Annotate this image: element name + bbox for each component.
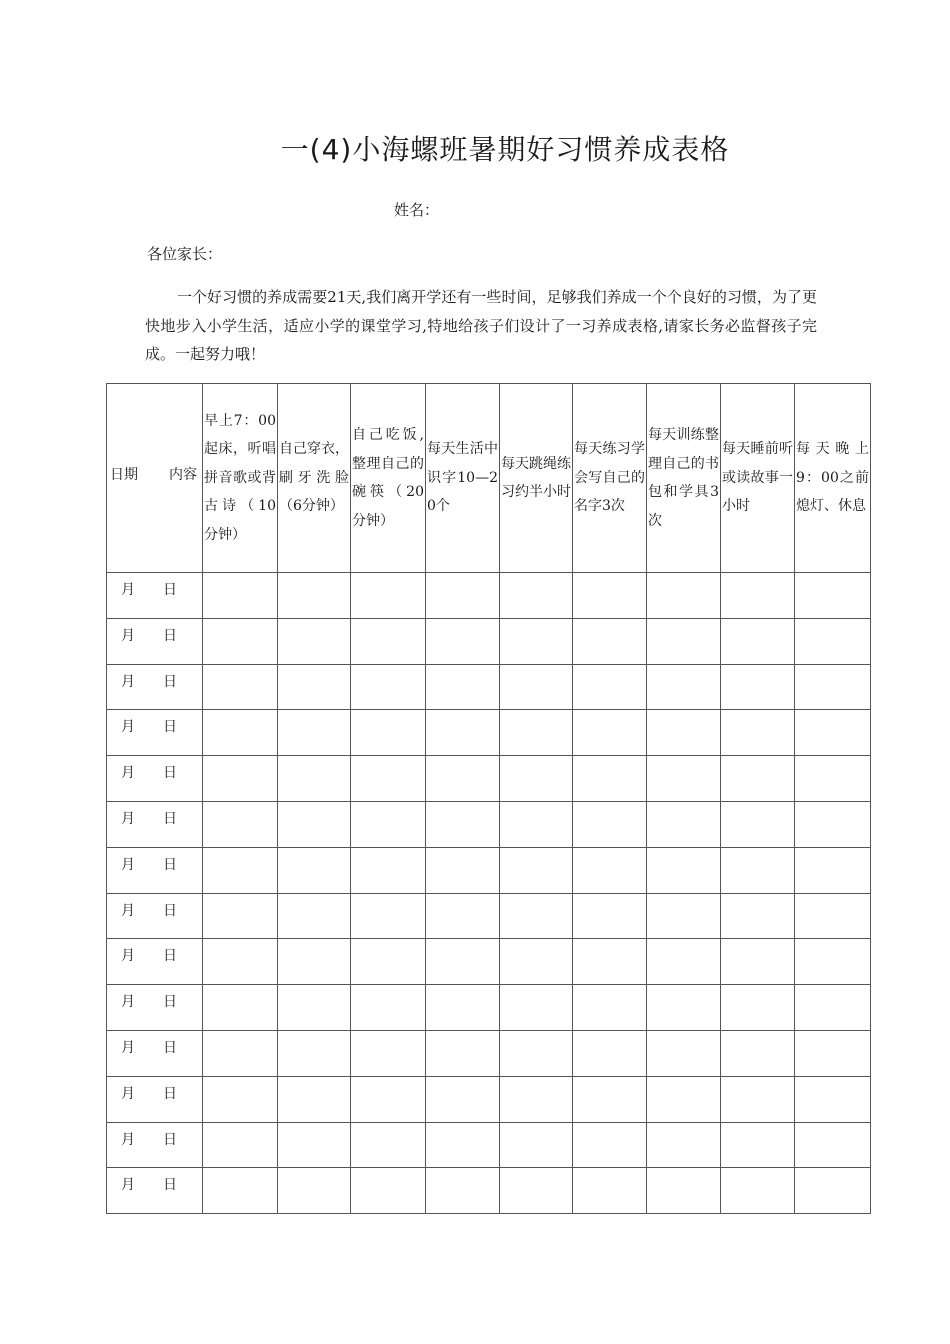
intro-paragraph: 一个好习惯的养成需要21天,我们离开学还有一些时间，足够我们养成一个个良好的习惯，为了更快地步入小学生活，适应小学的课堂学习,特地给孩子们设计了一习养成表格,请家长务必监督孩子完成。一起努力哦！ bbox=[145, 288, 817, 363]
habit-check-cell bbox=[500, 1122, 573, 1168]
habit-check-cell bbox=[500, 756, 573, 802]
table-row bbox=[107, 1122, 871, 1168]
habit-check-cell bbox=[795, 573, 871, 619]
column-header: 每天晚上9：00之前熄灯、休息 bbox=[795, 384, 871, 573]
habit-check-cell bbox=[795, 985, 871, 1031]
habit-check-cell bbox=[426, 1168, 500, 1214]
habit-check-cell bbox=[721, 893, 795, 939]
habit-check-cell bbox=[795, 1030, 871, 1076]
habit-check-cell bbox=[278, 1076, 351, 1122]
day-label: 日 bbox=[163, 582, 177, 598]
habit-check-cell bbox=[721, 985, 795, 1031]
habit-check-cell bbox=[795, 664, 871, 710]
habit-check-cell bbox=[351, 847, 426, 893]
day-label: 日 bbox=[163, 673, 177, 690]
habit-check-cell bbox=[203, 664, 278, 710]
habit-check-cell bbox=[500, 939, 573, 985]
month-label: 月 bbox=[121, 582, 135, 598]
habit-check-cell bbox=[500, 664, 573, 710]
habit-check-cell bbox=[795, 847, 871, 893]
habit-check-cell bbox=[721, 939, 795, 985]
habit-check-cell bbox=[721, 710, 795, 756]
habit-check-cell bbox=[647, 573, 721, 619]
table-row bbox=[107, 985, 871, 1031]
habit-check-cell bbox=[721, 664, 795, 710]
month-label: 月 bbox=[121, 1039, 135, 1056]
table-row bbox=[107, 710, 871, 756]
month-label: 月 bbox=[121, 994, 135, 1011]
table-row bbox=[107, 573, 871, 619]
greeting: 各位家长： bbox=[147, 245, 223, 263]
date-cell bbox=[107, 710, 203, 756]
habit-check-cell bbox=[426, 847, 500, 893]
habit-check-cell bbox=[278, 710, 351, 756]
day-label: 日 bbox=[163, 719, 177, 736]
day-label: 日 bbox=[163, 810, 177, 827]
date-cell bbox=[107, 1076, 203, 1122]
habit-check-cell bbox=[203, 1076, 278, 1122]
habit-check-cell bbox=[351, 1122, 426, 1168]
habit-check-cell bbox=[647, 801, 721, 847]
habit-check-cell bbox=[647, 664, 721, 710]
month-label: 月 bbox=[121, 810, 135, 827]
habit-check-cell bbox=[500, 801, 573, 847]
date-cell bbox=[107, 1168, 203, 1214]
habit-check-cell bbox=[721, 1030, 795, 1076]
column-header: 每天训练整理自己的书包和学具3次 bbox=[647, 384, 721, 573]
habit-check-cell bbox=[573, 939, 647, 985]
page-title: 一(4)小海螺班暑期好习惯养成表格 bbox=[280, 133, 730, 166]
habit-check-cell bbox=[203, 985, 278, 1031]
column-header: 自己穿衣，刷牙洗脸（6分钟） bbox=[278, 384, 351, 573]
column-header: 每天练习学会写自己的名字3次 bbox=[573, 384, 647, 573]
habit-check-cell bbox=[573, 710, 647, 756]
habit-check-cell bbox=[278, 847, 351, 893]
column-header: 每天睡前听或读故事一小时 bbox=[721, 384, 795, 573]
month-label: 月 bbox=[121, 765, 135, 782]
date-cell bbox=[107, 985, 203, 1031]
header-corner-cell bbox=[107, 384, 203, 573]
habit-check-cell bbox=[721, 1168, 795, 1214]
habit-check-cell bbox=[351, 573, 426, 619]
habit-check-cell bbox=[203, 939, 278, 985]
habit-check-cell bbox=[278, 664, 351, 710]
day-label: 日 bbox=[163, 948, 177, 965]
habit-check-cell bbox=[500, 710, 573, 756]
column-header: 自己吃饭,整理自己的碗筷（20分钟） bbox=[351, 384, 426, 573]
habit-check-cell bbox=[426, 801, 500, 847]
habit-check-cell bbox=[426, 1030, 500, 1076]
habit-check-cell bbox=[351, 618, 426, 664]
habit-check-cell bbox=[351, 985, 426, 1031]
table-row bbox=[107, 1168, 871, 1214]
habit-check-cell bbox=[721, 756, 795, 802]
habit-check-cell bbox=[647, 939, 721, 985]
habit-check-cell bbox=[351, 939, 426, 985]
header-content-label: 内容 bbox=[169, 467, 197, 483]
habit-check-cell bbox=[351, 756, 426, 802]
habit-check-cell bbox=[795, 1168, 871, 1214]
habit-check-cell bbox=[647, 756, 721, 802]
habit-check-cell bbox=[351, 664, 426, 710]
habit-check-cell bbox=[500, 573, 573, 619]
table-row bbox=[107, 756, 871, 802]
habit-check-cell bbox=[500, 1168, 573, 1214]
habit-check-cell bbox=[647, 1168, 721, 1214]
habit-check-cell bbox=[573, 756, 647, 802]
habit-check-cell bbox=[203, 710, 278, 756]
habit-check-cell bbox=[500, 1030, 573, 1076]
month-label: 月 bbox=[121, 948, 135, 965]
habit-check-cell bbox=[351, 1076, 426, 1122]
habit-check-cell bbox=[721, 801, 795, 847]
habit-check-cell bbox=[278, 1168, 351, 1214]
habit-check-cell bbox=[573, 893, 647, 939]
date-cell bbox=[107, 847, 203, 893]
habit-check-cell bbox=[573, 1076, 647, 1122]
habit-check-cell bbox=[426, 710, 500, 756]
date-cell bbox=[107, 1122, 203, 1168]
month-label: 月 bbox=[121, 719, 135, 736]
table-row bbox=[107, 939, 871, 985]
habit-check-cell bbox=[426, 573, 500, 619]
habit-check-cell bbox=[351, 893, 426, 939]
day-label: 日 bbox=[163, 994, 177, 1011]
habit-check-cell bbox=[203, 756, 278, 802]
table-row bbox=[107, 893, 871, 939]
habit-check-cell bbox=[795, 618, 871, 664]
habit-check-cell bbox=[426, 893, 500, 939]
habit-check-cell bbox=[426, 664, 500, 710]
habit-check-cell bbox=[795, 1076, 871, 1122]
habit-check-cell bbox=[573, 1168, 647, 1214]
month-label: 月 bbox=[121, 1085, 135, 1102]
habit-check-cell bbox=[278, 1030, 351, 1076]
habit-check-cell bbox=[278, 801, 351, 847]
date-cell bbox=[107, 1030, 203, 1076]
habit-check-cell bbox=[721, 847, 795, 893]
date-cell bbox=[107, 664, 203, 710]
month-label: 月 bbox=[121, 1131, 135, 1148]
habit-check-cell bbox=[721, 1122, 795, 1168]
date-cell bbox=[107, 573, 203, 619]
habit-check-cell bbox=[426, 1076, 500, 1122]
habit-check-cell bbox=[573, 1030, 647, 1076]
date-cell bbox=[107, 618, 203, 664]
day-label: 日 bbox=[163, 1085, 177, 1102]
table-row bbox=[107, 847, 871, 893]
habit-check-cell bbox=[500, 985, 573, 1031]
habit-check-cell bbox=[278, 893, 351, 939]
habit-check-cell bbox=[426, 756, 500, 802]
habit-check-cell bbox=[795, 939, 871, 985]
habit-check-cell bbox=[278, 939, 351, 985]
habit-check-cell bbox=[500, 847, 573, 893]
habit-check-cell bbox=[573, 618, 647, 664]
habit-check-cell bbox=[426, 1122, 500, 1168]
habit-check-cell bbox=[500, 1076, 573, 1122]
habit-check-cell bbox=[351, 1168, 426, 1214]
habit-check-cell bbox=[647, 1030, 721, 1076]
habit-check-cell bbox=[203, 801, 278, 847]
header-date-label: 日期 bbox=[110, 467, 138, 483]
month-label: 月 bbox=[121, 627, 135, 644]
habit-check-cell bbox=[203, 573, 278, 619]
habit-check-cell bbox=[203, 1122, 278, 1168]
habit-check-cell bbox=[647, 618, 721, 664]
habit-check-cell bbox=[647, 1122, 721, 1168]
day-label: 日 bbox=[163, 1177, 177, 1194]
habit-check-cell bbox=[795, 756, 871, 802]
column-header: 每天生活中识字10—20个 bbox=[426, 384, 500, 573]
day-label: 日 bbox=[163, 902, 177, 919]
habit-check-cell bbox=[647, 985, 721, 1031]
day-label: 日 bbox=[163, 627, 177, 644]
habit-check-cell bbox=[573, 801, 647, 847]
habit-check-cell bbox=[500, 618, 573, 664]
date-cell bbox=[107, 939, 203, 985]
habit-check-cell bbox=[351, 801, 426, 847]
day-label: 日 bbox=[163, 856, 177, 873]
date-cell bbox=[107, 756, 203, 802]
name-label: 姓名： bbox=[394, 201, 440, 219]
day-label: 日 bbox=[163, 1039, 177, 1056]
month-label: 月 bbox=[121, 673, 135, 690]
table-row bbox=[107, 618, 871, 664]
day-label: 日 bbox=[163, 765, 177, 782]
habit-check-cell bbox=[351, 1030, 426, 1076]
habit-check-cell bbox=[795, 1122, 871, 1168]
habit-check-cell bbox=[500, 893, 573, 939]
habit-check-cell bbox=[573, 847, 647, 893]
habit-check-cell bbox=[426, 618, 500, 664]
habit-check-cell bbox=[278, 618, 351, 664]
table-row bbox=[107, 664, 871, 710]
table-row bbox=[107, 1030, 871, 1076]
habit-check-cell bbox=[278, 985, 351, 1031]
date-cell bbox=[107, 801, 203, 847]
month-label: 月 bbox=[121, 1177, 135, 1194]
habit-check-cell bbox=[721, 573, 795, 619]
habit-check-cell bbox=[721, 1076, 795, 1122]
month-label: 月 bbox=[121, 902, 135, 919]
date-cell bbox=[107, 893, 203, 939]
habit-check-cell bbox=[647, 893, 721, 939]
day-label: 日 bbox=[163, 1131, 177, 1148]
habit-check-cell bbox=[203, 893, 278, 939]
habit-check-cell bbox=[573, 1122, 647, 1168]
column-header: 每天跳绳练习约半小时 bbox=[500, 384, 573, 573]
habit-check-cell bbox=[426, 985, 500, 1031]
table-row bbox=[107, 1076, 871, 1122]
habit-check-cell bbox=[647, 1076, 721, 1122]
habit-check-cell bbox=[795, 801, 871, 847]
table-row bbox=[107, 801, 871, 847]
habit-check-cell bbox=[795, 893, 871, 939]
habit-check-cell bbox=[278, 756, 351, 802]
habit-check-cell bbox=[203, 1030, 278, 1076]
habit-check-cell bbox=[573, 664, 647, 710]
habit-check-cell bbox=[795, 710, 871, 756]
habit-check-cell bbox=[203, 618, 278, 664]
habit-check-cell bbox=[278, 573, 351, 619]
habit-check-cell bbox=[573, 985, 647, 1031]
habit-check-cell bbox=[721, 618, 795, 664]
habit-table bbox=[106, 383, 871, 1214]
month-label: 月 bbox=[121, 856, 135, 873]
habit-check-cell bbox=[203, 1168, 278, 1214]
table-header-row bbox=[107, 384, 871, 573]
habit-check-cell bbox=[203, 847, 278, 893]
habit-check-cell bbox=[278, 1122, 351, 1168]
column-header: 早上7：00起床，听唱拼音歌或背古诗（10分钟） bbox=[203, 384, 278, 573]
habit-check-cell bbox=[647, 710, 721, 756]
habit-check-cell bbox=[573, 573, 647, 619]
habit-check-cell bbox=[351, 710, 426, 756]
habit-check-cell bbox=[647, 847, 721, 893]
habit-check-cell bbox=[426, 939, 500, 985]
